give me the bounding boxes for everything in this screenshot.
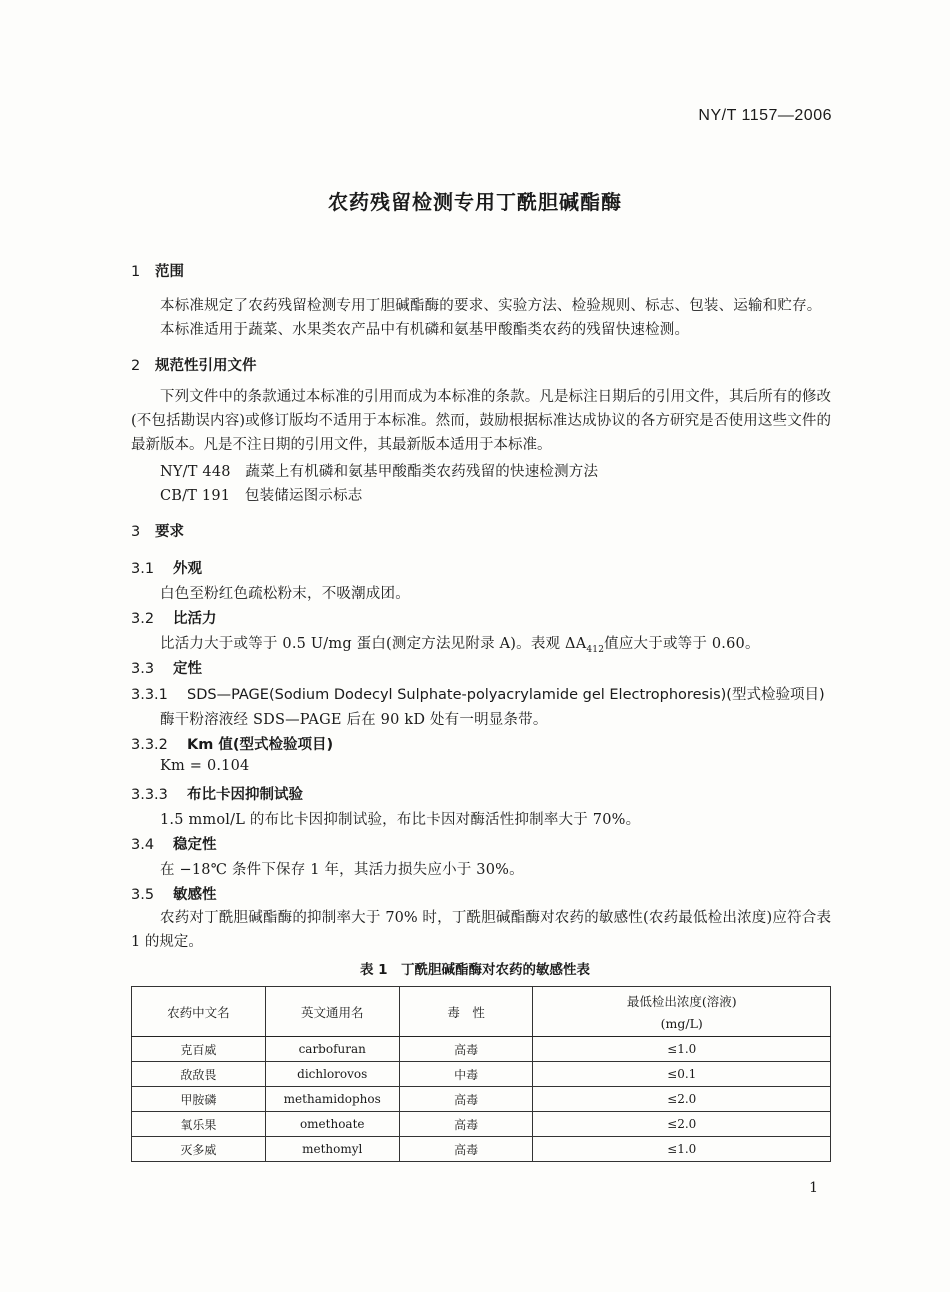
cell-cn-name: 甲胺磷	[132, 1087, 266, 1112]
clause-number: 3.3.2	[131, 737, 168, 753]
section-title: 范围	[155, 264, 184, 280]
cell-en-name: methamidophos	[265, 1087, 399, 1112]
subsection-title: 比活力	[173, 611, 217, 627]
cell-toxicity: 高毒	[399, 1112, 533, 1137]
section-3-heading	[131, 520, 184, 541]
subsection-number: 3.4	[131, 837, 155, 853]
subsection-heading	[131, 657, 202, 678]
subsection-heading	[131, 833, 217, 854]
subsection-heading	[131, 557, 202, 578]
section-2-heading	[131, 354, 257, 375]
table-title: 表 1 丁酰胆碱酯酶对农药的敏感性表	[359, 962, 591, 978]
paragraph: 农药对丁酰胆碱酯酶的抑制率大于 70% 时，丁酰胆碱酯酶对农药的敏感性(农药最低检出浓度)应符合表 1 的规定。	[131, 910, 831, 950]
cell-cn-name: 氧乐果	[132, 1112, 266, 1137]
paragraph: 1.5 mmol/L 的布比卡因抑制试验，布比卡因对酶活性抑制率大于 70%。	[160, 812, 641, 828]
cell-en-name: dichlorovos	[265, 1062, 399, 1087]
header-cn-name: 农药中文名	[132, 987, 266, 1037]
clause-heading	[131, 683, 825, 704]
clause-title: Km 值(型式检验项目)	[187, 737, 334, 753]
text-run: 比活力大于或等于 0.5 U/mg 蛋白(测定方法见附录 A)。表观 ΔA	[160, 636, 587, 652]
clause-heading	[131, 783, 303, 804]
clause-title: 布比卡因抑制试验	[187, 787, 303, 803]
paragraph: Km = 0.104	[160, 758, 250, 774]
subsection-title: 外观	[173, 561, 202, 577]
clause-number: 3.3.1	[131, 687, 168, 703]
paragraph: 本标准规定了农药残留检测专用丁胆碱酯酶的要求、实验方法、检验规则、标志、包装、运输和贮存。	[160, 298, 822, 314]
header-en-name: 英文通用名	[265, 987, 399, 1037]
cell-cn-name: 敌敌畏	[132, 1062, 266, 1087]
text-run: 值应大于或等于 0.60。	[604, 636, 760, 652]
paragraph: 下列文件中的条款通过本标准的引用而成为本标准的条款。凡是标注日期后的引用文件，其后所有的修改(不包括勘误内容)或修订版均不适用于本标准。然而，鼓励根据标准达成协议的各方研究是否使用这些文件的最新版本。凡是不注日期的引用文件，其最新版本适用于本标准。	[131, 389, 831, 453]
cell-toxicity: 中毒	[399, 1062, 533, 1087]
subsection-number: 3.2	[131, 611, 155, 627]
clause-heading	[131, 733, 333, 754]
clause-title: SDS—PAGE(Sodium Dodecyl Sulphate-polyacrylamide gel Electrophoresis)(型式检验项目)	[187, 687, 825, 703]
cell-cn-name: 克百威	[132, 1037, 266, 1062]
subscript: 412	[586, 644, 605, 655]
paragraph: 白色至粉红色疏松粉末，不吸潮成团。	[160, 586, 410, 602]
subsection-title: 稳定性	[173, 837, 217, 853]
cell-limit: ≤1.0	[533, 1037, 831, 1062]
paragraph: 本标准适用于蔬菜、水果类农产品中有机磷和氨基甲酸酯类农药的残留快速检测。	[160, 322, 690, 338]
sensitivity-table	[131, 986, 831, 1162]
cell-limit: ≤0.1	[533, 1062, 831, 1087]
subsection-number: 3.3	[131, 661, 155, 677]
cell-toxicity: 高毒	[399, 1137, 533, 1162]
cell-en-name: methomyl	[265, 1137, 399, 1162]
paragraph: 在 −18℃ 条件下保存 1 年，其活力损失应小于 30%。	[160, 862, 524, 878]
subsection-number: 3.5	[131, 887, 155, 903]
section-number: 2	[131, 358, 141, 374]
section-number: 3	[131, 524, 141, 540]
cell-toxicity: 高毒	[399, 1037, 533, 1062]
table-row	[132, 1062, 831, 1087]
cell-toxicity: 高毒	[399, 1087, 533, 1112]
cell-en-name: omethoate	[265, 1112, 399, 1137]
section-title: 要求	[155, 524, 184, 540]
cell-cn-name: 灭多威	[132, 1137, 266, 1162]
table-row	[132, 1087, 831, 1112]
reference-item: NY/T 448 蔬菜上有机磷和氨基甲酸酯类农药残留的快速检测方法	[160, 464, 599, 480]
header-line: 最低检出浓度(溶液)	[626, 994, 737, 1009]
subsection-number: 3.1	[131, 561, 155, 577]
subsection-title: 定性	[173, 661, 202, 677]
header-min-concentration	[533, 987, 831, 1037]
table-row	[132, 1037, 831, 1062]
cell-limit: ≤2.0	[533, 1087, 831, 1112]
header-toxicity: 毒 性	[399, 987, 533, 1037]
section-number: 1	[131, 264, 141, 280]
paragraph	[160, 632, 760, 655]
paragraph: 酶干粉溶液经 SDS—PAGE 后在 90 kD 处有一明显条带。	[160, 712, 548, 728]
subsection-title: 敏感性	[173, 887, 217, 903]
table-row	[132, 1137, 831, 1162]
reference-item: CB/T 191 包装储运图示标志	[160, 488, 363, 504]
subsection-heading	[131, 607, 217, 628]
table-header-row	[132, 987, 831, 1037]
header-unit: (mg/L)	[660, 1016, 703, 1031]
cell-en-name: carbofuran	[265, 1037, 399, 1062]
section-1-heading	[131, 260, 184, 281]
page-title: 农药残留检测专用丁酰胆碱酯酶	[328, 190, 622, 214]
table-row	[132, 1112, 831, 1137]
page-number: 1	[809, 1180, 818, 1196]
section-title: 规范性引用文件	[155, 358, 257, 374]
subsection-heading	[131, 883, 217, 904]
cell-limit: ≤2.0	[533, 1112, 831, 1137]
cell-limit: ≤1.0	[533, 1137, 831, 1162]
standard-code: NY/T 1157—2006	[698, 107, 832, 124]
clause-number: 3.3.3	[131, 787, 168, 803]
